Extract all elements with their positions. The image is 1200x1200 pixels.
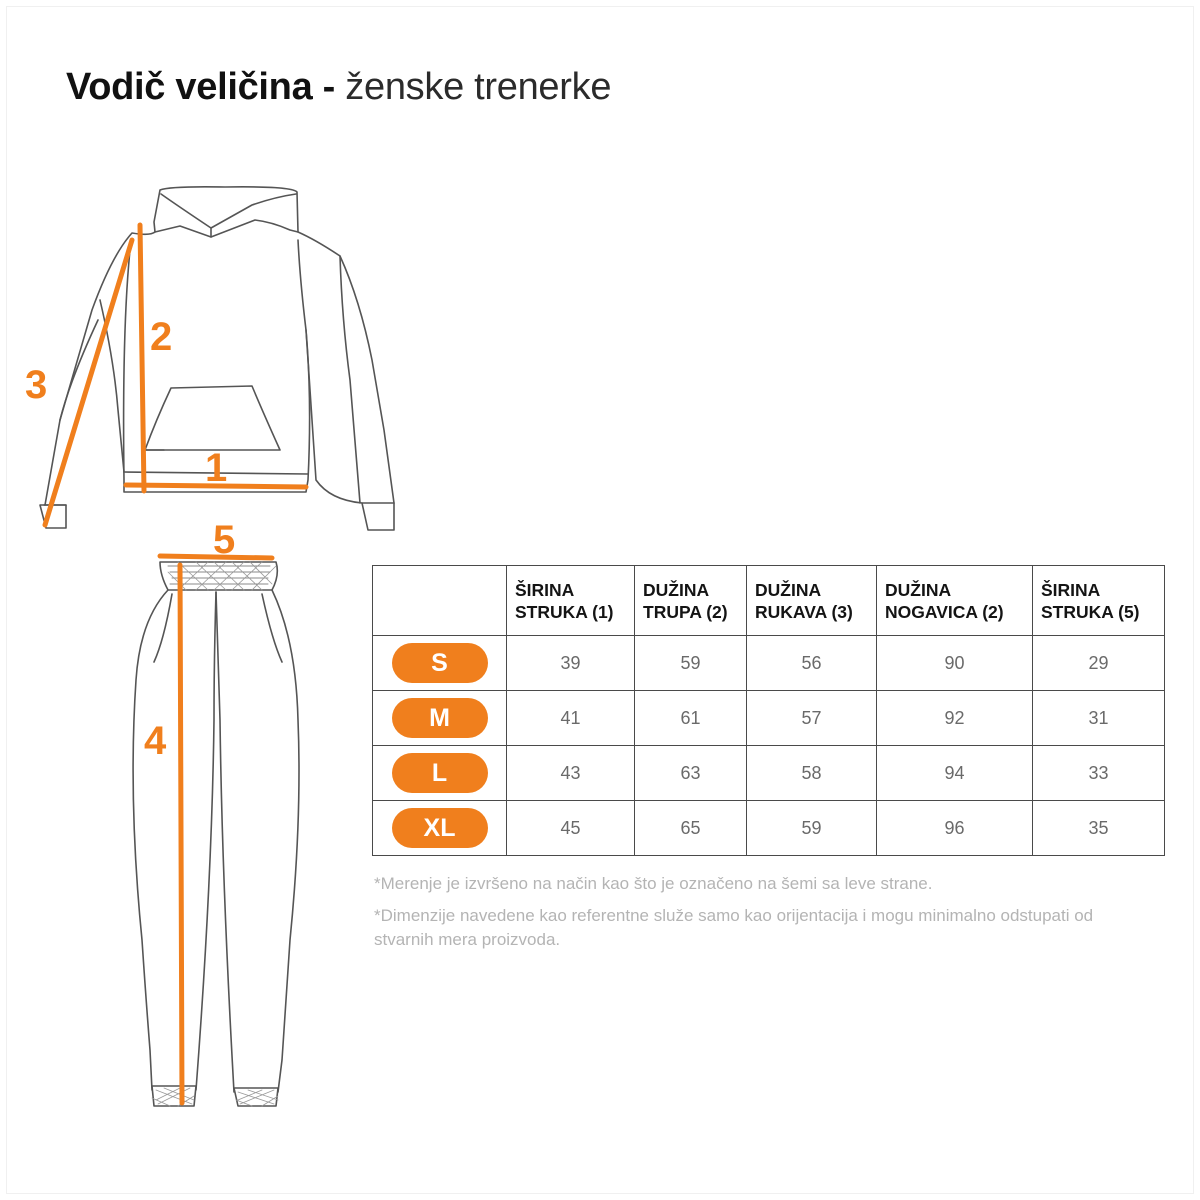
header-cell	[635, 566, 747, 636]
measure-number-5: 5	[213, 518, 236, 562]
header-line1: DUŽINA	[755, 579, 822, 600]
pants-drawing	[133, 562, 299, 1106]
table-cell: 65	[635, 801, 747, 856]
table-cell: 90	[877, 636, 1033, 691]
header-line2: TRUPA (2)	[643, 601, 728, 622]
table-cell: 45	[507, 801, 635, 856]
table-cell: 41	[507, 691, 635, 746]
header-line2: STRUKA (5)	[1041, 601, 1140, 622]
table-cell: 33	[1033, 746, 1165, 801]
table-row	[373, 691, 1165, 746]
table-header-row	[373, 566, 1165, 636]
footnote: *Dimenzije navedene kao referentne služe samo kao orijentacija i mogu minimalno odstupati od stvarnih mera proizvoda.	[374, 906, 1094, 949]
table-cell: 29	[1033, 636, 1165, 691]
size-cell	[373, 691, 507, 746]
header-line2: NOGAVICA (2)	[885, 601, 1004, 622]
measure-line-3	[45, 240, 132, 525]
size-badge: L	[392, 753, 488, 793]
table-cell: 59	[635, 636, 747, 691]
title-bold: Vodič veličina -	[66, 66, 336, 108]
header-line1: DUŽINA	[643, 579, 710, 600]
measure-number-2: 2	[150, 315, 173, 359]
table-cell: 57	[747, 691, 877, 746]
table-cell: 43	[507, 746, 635, 801]
table-row	[373, 746, 1165, 801]
measure-number-3: 3	[25, 363, 48, 407]
header-line2: RUKAVA (3)	[755, 601, 853, 622]
header-cell	[747, 566, 877, 636]
table-row	[373, 636, 1165, 691]
header-cell	[507, 566, 635, 636]
footnote: *Merenje je izvršeno na način kao što je označeno na šemi sa leve strane.	[374, 874, 933, 893]
size-badge: S	[392, 643, 488, 683]
title-light: ženske trenerke	[345, 66, 612, 108]
table-cell: 59	[747, 801, 877, 856]
size-table	[372, 565, 1165, 856]
size-cell	[373, 746, 507, 801]
table-cell: 39	[507, 636, 635, 691]
table-cell: 61	[635, 691, 747, 746]
size-badge: M	[392, 698, 488, 738]
size-badge: XL	[392, 808, 488, 848]
header-line2: STRUKA (1)	[515, 601, 614, 622]
measure-line-2	[140, 225, 144, 491]
table-cell: 92	[877, 691, 1033, 746]
header-cell	[877, 566, 1033, 636]
size-cell	[373, 801, 507, 856]
table-cell: 63	[635, 746, 747, 801]
measure-line-4	[180, 565, 182, 1103]
header-cell	[1033, 566, 1165, 636]
header-line1: ŠIRINA	[515, 579, 575, 600]
table-row	[373, 801, 1165, 856]
table-cell: 94	[877, 746, 1033, 801]
size-table-wrapper	[372, 565, 1165, 856]
footnotes	[374, 872, 1094, 960]
table-cell: 56	[747, 636, 877, 691]
header-line1: DUŽINA	[885, 579, 952, 600]
header-line1: ŠIRINA	[1041, 579, 1101, 600]
table-cell: 58	[747, 746, 877, 801]
size-cell	[373, 636, 507, 691]
table-cell: 96	[877, 801, 1033, 856]
measurement-lines	[45, 225, 306, 1103]
measure-number-1: 1	[205, 446, 228, 490]
header-corner-cell	[373, 566, 507, 636]
table-cell: 35	[1033, 801, 1165, 856]
table-cell: 31	[1033, 691, 1165, 746]
measure-number-4: 4	[144, 719, 167, 763]
